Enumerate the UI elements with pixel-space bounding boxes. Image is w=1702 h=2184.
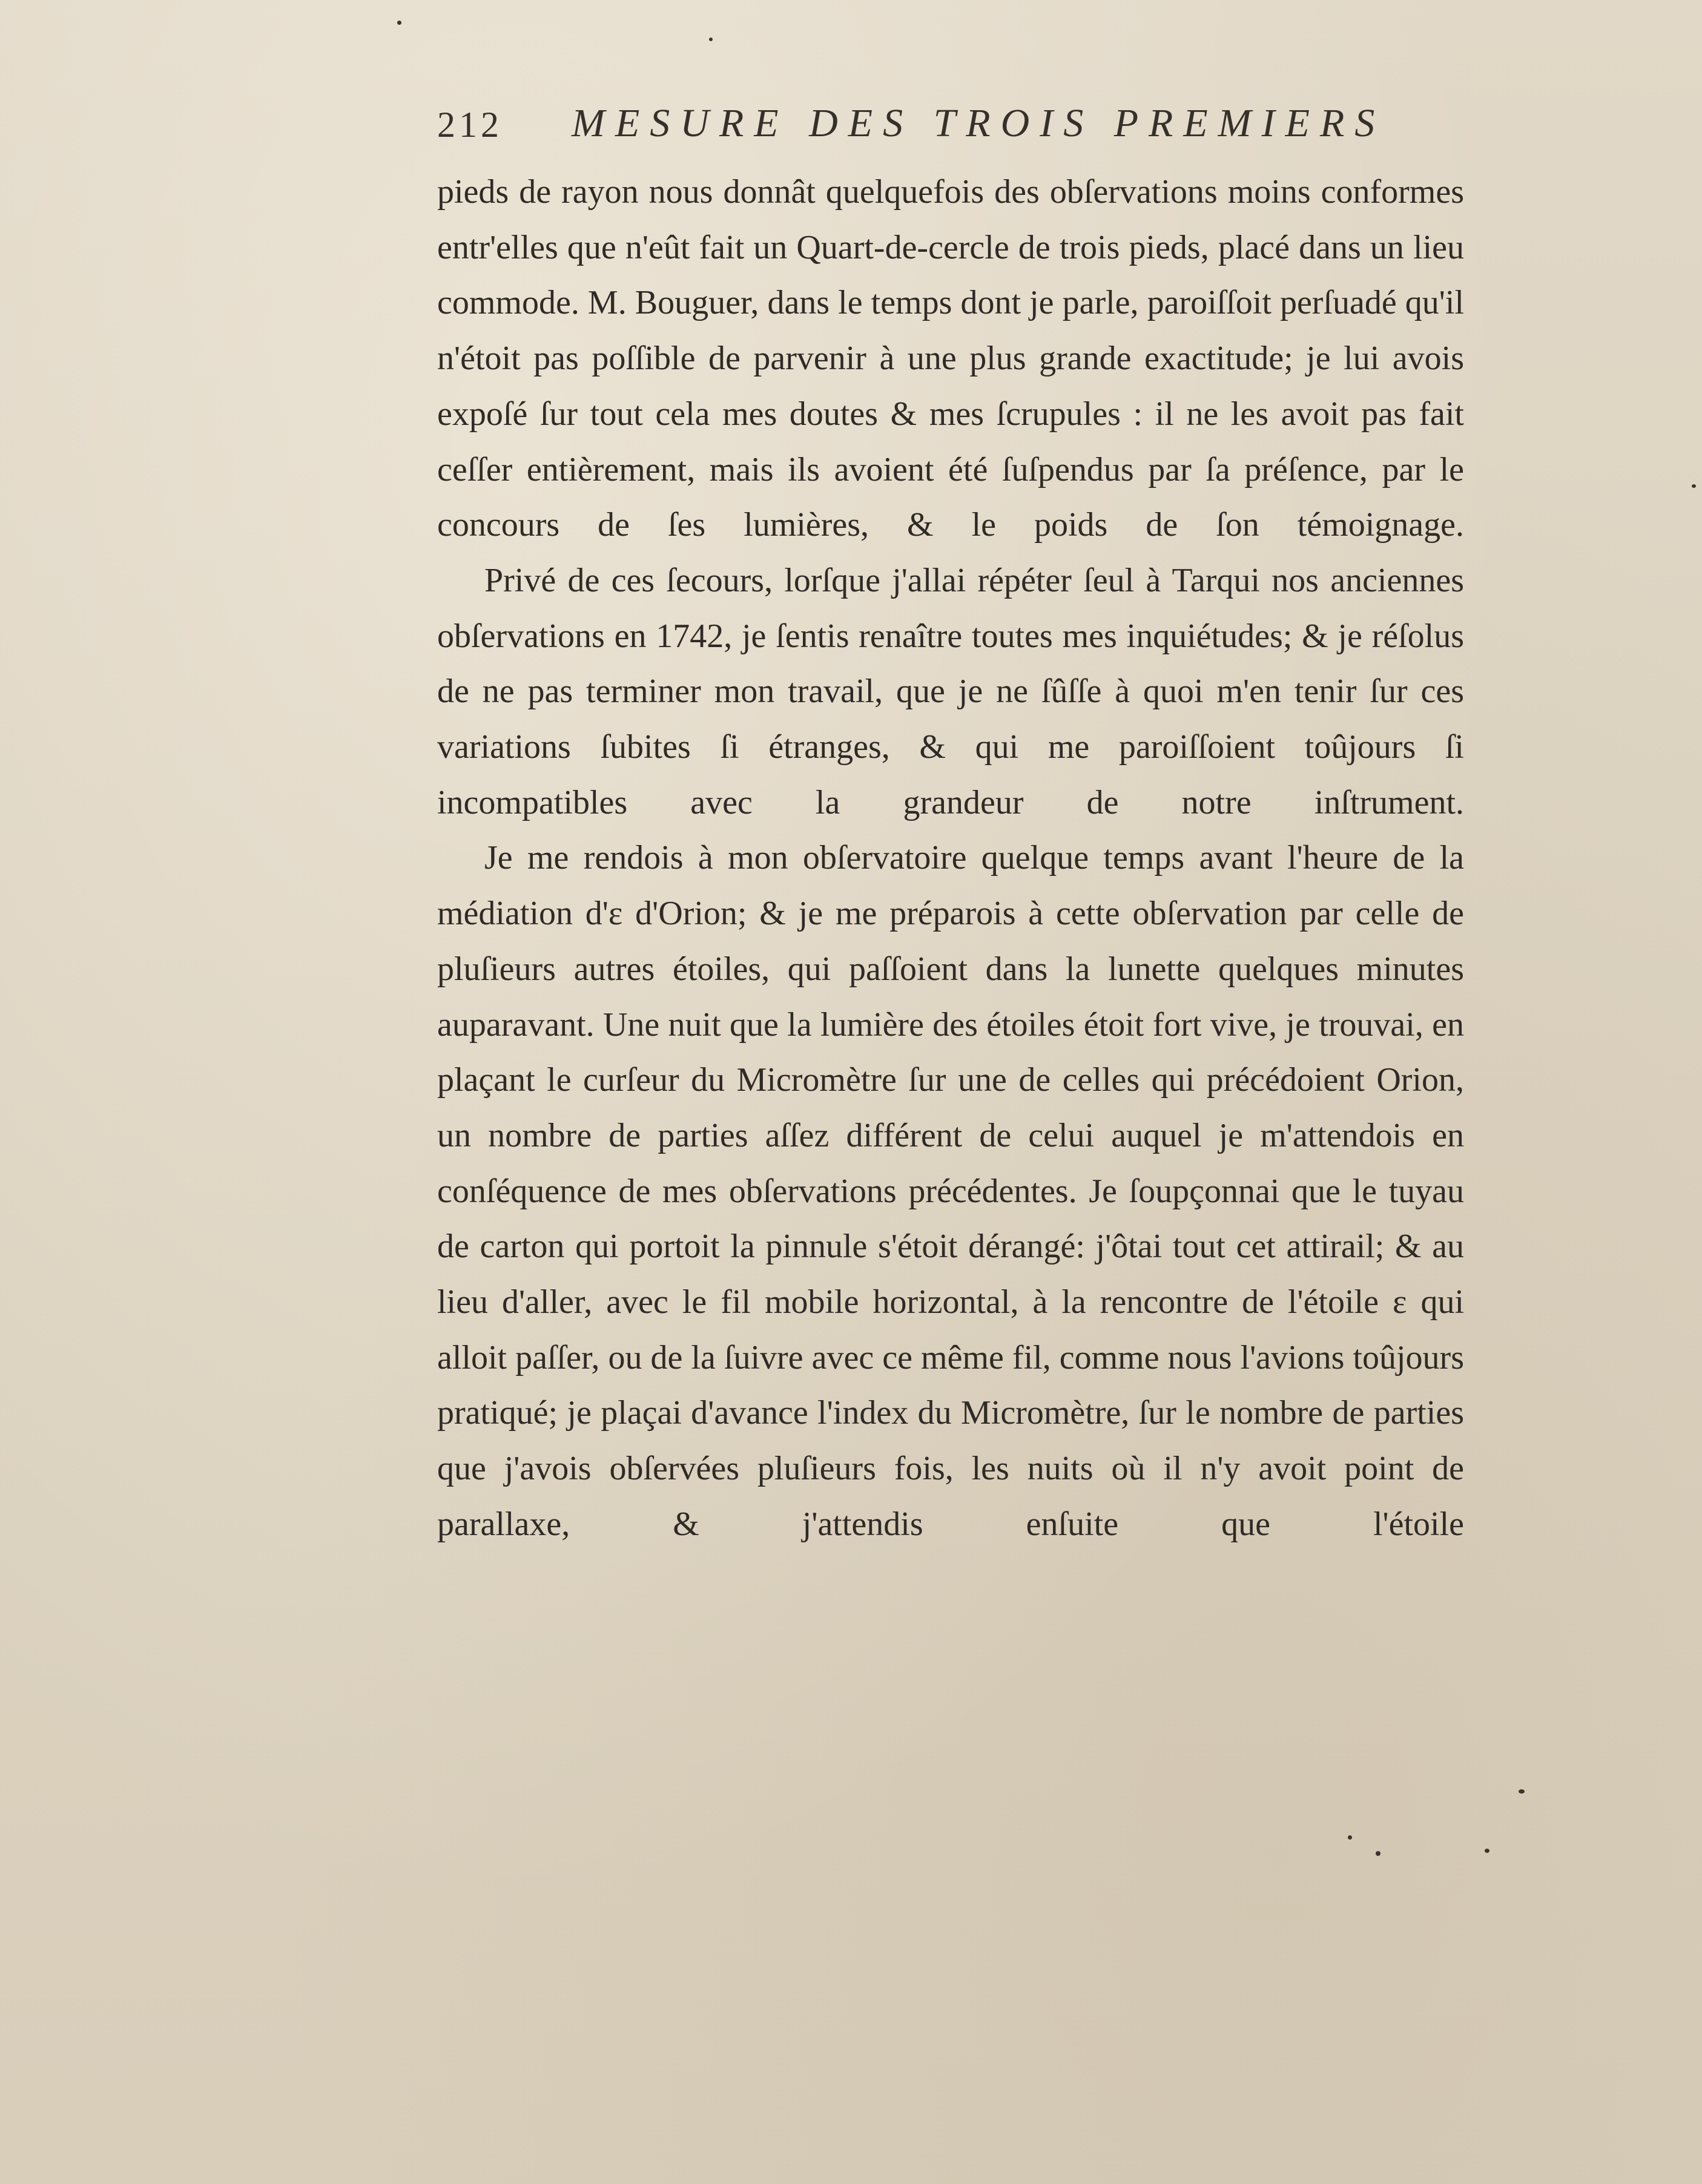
paragraph-2: Privé de ces ſecours, lorſque j'allai répéter ſeul à Tarqui nos anciennes obſervations en 1742, je ſentis renaître toutes mes inquiétudes; & je réſolus de ne pas terminer mon travail, que je ne ſûſſe à quoi m'en tenir ſur ces variations ſubites ſi étranges, & qui me paroiſſoient toûjours ſi incompatibles avec la grandeur de notre inſtrument. <box>437 561 1464 821</box>
paper-speck <box>1692 484 1696 488</box>
body-text <box>437 165 1464 1553</box>
paper-speck <box>709 38 713 41</box>
paragraph-3: Je me rendois à mon obſervatoire quelque temps avant l'heure de la médiation d'ε d'Orion; & je me préparois à cette obſervation par celle de pluſieurs autres étoiles, qui paſſoient dans la lunette quelques minutes auparavant. Une nuit que la lumière des étoiles étoit fort vive, je trouvai, en plaçant le curſeur du Micromètre ſur une de celles qui précédoient Orion, un nombre de parties aſſez différent de celui auquel je m'attendois en conſéquence de mes obſervations précédentes. Je ſoupçonnai que le tuyau de carton qui portoit la pinnule s'étoit dérangé: j'ôtai tout cet attirail; & au lieu d'aller, avec le fil mobile horizontal, à la rencontre de l'étoile ε qui alloit paſſer, ou de la ſuivre avec ce même fil, comme nous l'avions toûjours pratiqué; je plaçai d'avance l'index du Micromètre, ſur le nombre de parties que j'avois obſervées pluſieurs fois, les nuits où il n'y avoit point de parallaxe, & j'attendis enſuite que l'étoile <box>437 839 1464 1543</box>
paper-speck <box>1348 1835 1352 1840</box>
paragraph-1: pieds de rayon nous donnât quelquefois des obſervations moins conformes entr'elles que n'eût fait un Quart-de-cercle de trois pieds, placé dans un lieu commode. M. Bouguer, dans le temps dont je parle, paroiſſoit perſuadé qu'il n'étoit pas poſſible de parvenir à une plus grande exactitude; je lui avois expoſé ſur tout cela mes doutes & mes ſcrupules : il ne les avoit pas fait ceſſer entièrement, mais ils avoient été ſuſpendus par ſa préſence, par le concours de ſes lumières, & le poids de ſon témoignage. <box>437 173 1464 544</box>
page-number: 212 <box>437 105 503 145</box>
paper-speck <box>397 21 401 25</box>
paper-speck <box>1376 1851 1380 1856</box>
running-head <box>437 100 1385 159</box>
running-title: MESURE DES TROIS PREMIERS <box>572 101 1385 145</box>
paper-speck <box>1485 1849 1489 1853</box>
paper-speck <box>1519 1789 1525 1794</box>
